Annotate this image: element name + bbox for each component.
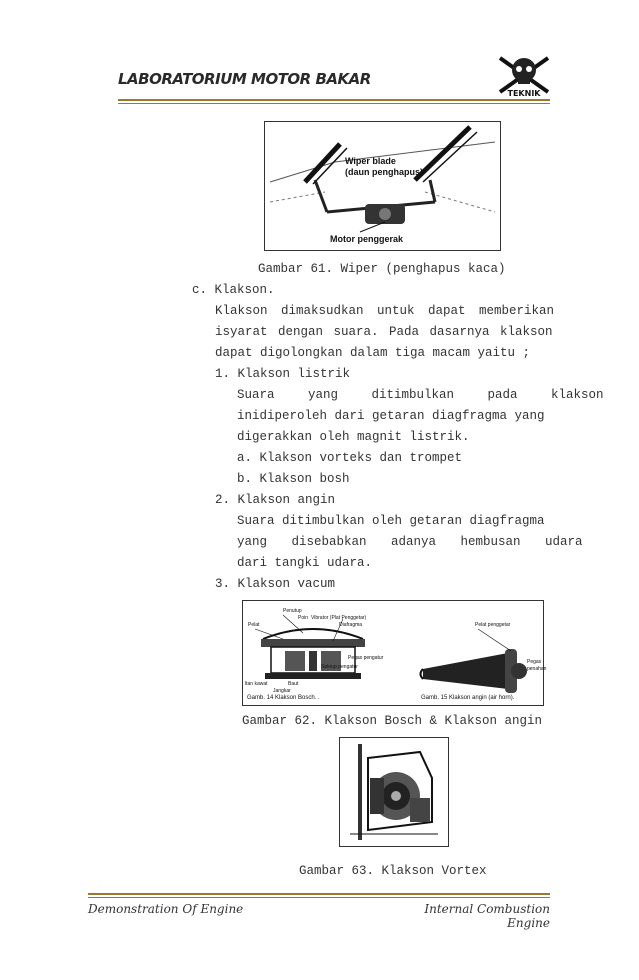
footer-right-text: Internal Combustion Engine — [424, 902, 550, 930]
item-2-line-3: dari tangki udara. — [237, 556, 373, 570]
label-poin: Poin — [298, 615, 309, 621]
sub-caption-air-horn: Gamb. 15 Klakson angin (air horn). — [421, 695, 515, 701]
item-2-line-1: Suara ditimbulkan oleh getaran diagfragma — [237, 514, 545, 528]
item-1-a: a. Klakson vorteks dan trompet — [237, 451, 463, 465]
caption-figure-62: Gambar 62. Klakson Bosch & Klakson angin — [242, 714, 543, 728]
label-pelat: Pelat — [248, 622, 260, 628]
sub-caption-bosch: Gamb. 14 Klakson Bosch. . — [247, 695, 320, 701]
caption-figure-61: Gambar 61. Wiper (penghapus kaca) — [258, 262, 506, 276]
item-2-title: 2. Klakson angin — [215, 493, 336, 507]
label-pegas-penahan: Pegas — [527, 659, 542, 665]
item-1-line-3: digerakkan oleh magnit listrik. — [237, 430, 470, 444]
label-daun-penghapus: (daun penghapus) — [345, 167, 423, 177]
intro-text-1: Klakson dimaksudkan untuk dapat memberikan — [215, 304, 555, 318]
header-divider-thin — [118, 103, 550, 104]
label-sekrup-pengatur: Sekrup pengatur — [321, 664, 358, 670]
figure-klakson-bosch-angin — [242, 600, 547, 706]
footer-divider — [88, 893, 550, 895]
footer-divider-thin — [88, 897, 550, 898]
figure-klakson-vortex — [339, 737, 449, 847]
label-pegas-pengatur: Pegas pengatur — [348, 655, 384, 661]
figure-wiper — [264, 121, 501, 251]
intro-line-3: dapat digolongkan dalam tiga macam yaitu ; — [215, 346, 531, 360]
item-1-b: b. Klakson bosh — [237, 472, 350, 486]
item-1-line-1: Suara yang ditimbulkan pada klakson — [237, 388, 604, 402]
logo-text: TEKNIK — [507, 89, 541, 98]
item-1-title: 1. Klakson listrik — [215, 367, 351, 381]
footer-left-text: Demonstration Of Engine — [88, 902, 244, 916]
intro-line-2: isyarat dengan suara. Pada dasarnya klakson — [215, 325, 553, 339]
header-title: LABORATORIUM MOTOR BAKAR — [118, 70, 371, 88]
item-1-line-2: inidiperoleh dari getaran diagfragma yang — [237, 409, 545, 423]
label-vibrator: Vibrator (Plat Penggetar) — [311, 615, 367, 621]
label-jangkar: Jangkar — [273, 688, 291, 694]
intro-line-1 — [215, 304, 555, 318]
caption-figure-63: Gambar 63. Klakson Vortex — [299, 864, 487, 878]
label-penahan: penahan — [527, 666, 547, 672]
skull-logo-icon — [494, 50, 554, 100]
label-diafragma: Diafragma — [339, 622, 363, 628]
label-wiper-blade: Wiper blade — [345, 156, 396, 166]
label-motor-penggerak: Motor penggerak — [330, 234, 404, 244]
label-penutup: Penutup — [283, 608, 302, 614]
section-heading: c. Klakson. — [192, 283, 275, 297]
item-3-title: 3. Klakson vacum — [215, 577, 336, 591]
label-baut: Baut — [288, 681, 299, 687]
header-divider — [118, 99, 550, 101]
item-2-line-2: yang disebabkan adanya hembusan udara — [237, 535, 583, 549]
label-lilitan-kawat: ltan kawat — [245, 681, 268, 687]
label-pelat-penggetar: Pelat penggetar — [475, 622, 511, 628]
